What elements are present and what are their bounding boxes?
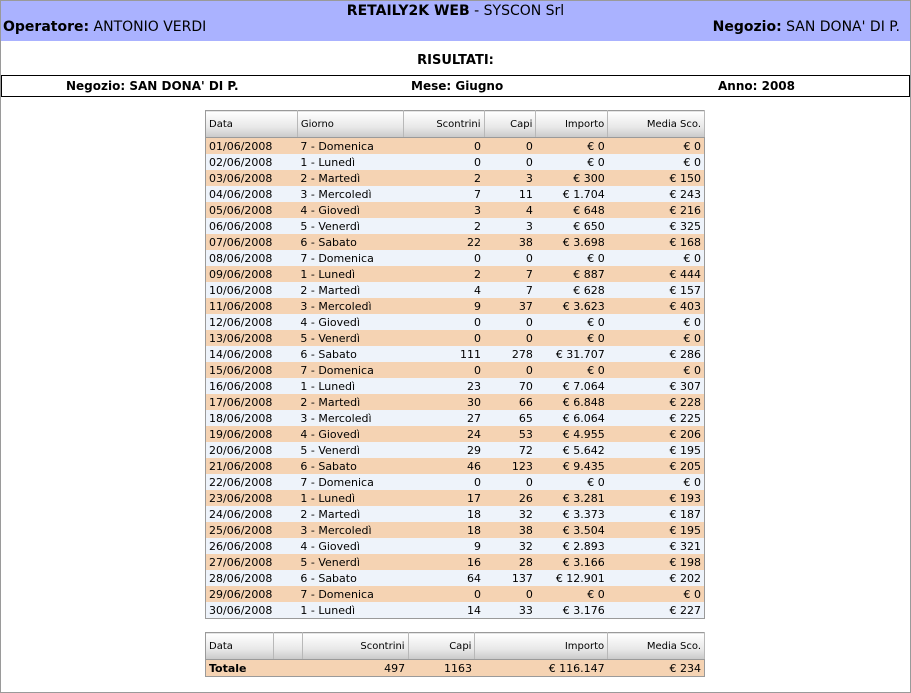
cell-media-sco: € 0 bbox=[608, 474, 705, 490]
cell-importo: € 0 bbox=[536, 154, 608, 170]
table-row bbox=[206, 394, 705, 410]
cell-scontrini: 46 bbox=[403, 458, 484, 474]
cell-giorno: 4 - Giovedì bbox=[297, 426, 403, 442]
cell-importo: € 0 bbox=[536, 586, 608, 602]
cell-capi: 11 bbox=[484, 186, 536, 202]
cell-data: 11/06/2008 bbox=[206, 298, 298, 314]
cell-scontrini: 2 bbox=[403, 218, 484, 234]
cell-giorno: 3 - Mercoledì bbox=[297, 298, 403, 314]
cell-capi: 66 bbox=[484, 394, 536, 410]
cell-capi: 53 bbox=[484, 426, 536, 442]
app-name: RETAILY2K WEB bbox=[346, 3, 470, 19]
cell-giorno: 1 - Lunedì bbox=[297, 154, 403, 170]
table-row bbox=[206, 234, 705, 250]
table-row bbox=[206, 266, 705, 282]
cell-giorno: 4 - Giovedì bbox=[297, 538, 403, 554]
cell-data: 20/06/2008 bbox=[206, 442, 298, 458]
cell-media-sco: € 193 bbox=[608, 490, 705, 506]
cell-importo: € 1.704 bbox=[536, 186, 608, 202]
cell-capi: 0 bbox=[484, 362, 536, 378]
cell-scontrini: 111 bbox=[403, 346, 484, 362]
cell-capi: 0 bbox=[484, 314, 536, 330]
cell-importo: € 0 bbox=[536, 138, 608, 155]
operator-label: Operatore: bbox=[3, 19, 90, 35]
cell-scontrini: 23 bbox=[403, 378, 484, 394]
cell-importo: € 0 bbox=[536, 250, 608, 266]
cell-scontrini: 3 bbox=[403, 202, 484, 218]
cell-capi: 0 bbox=[484, 154, 536, 170]
cell-capi: 65 bbox=[484, 410, 536, 426]
totals-header-blank bbox=[273, 633, 302, 660]
cell-media-sco: € 225 bbox=[608, 410, 705, 426]
cell-scontrini: 9 bbox=[403, 298, 484, 314]
cell-capi: 37 bbox=[484, 298, 536, 314]
cell-giorno: 7 - Domenica bbox=[297, 138, 403, 155]
cell-scontrini: 24 bbox=[403, 426, 484, 442]
column-header-giorno[interactable]: Giorno bbox=[297, 111, 403, 138]
totals-blank bbox=[273, 660, 302, 677]
table-body bbox=[206, 138, 705, 619]
table-row bbox=[206, 554, 705, 570]
cell-importo: € 887 bbox=[536, 266, 608, 282]
cell-scontrini: 4 bbox=[403, 282, 484, 298]
table-row bbox=[206, 138, 705, 155]
cell-data: 14/06/2008 bbox=[206, 346, 298, 362]
cell-media-sco: € 198 bbox=[608, 554, 705, 570]
app-company: - SYSCON Srl bbox=[469, 3, 565, 19]
cell-capi: 0 bbox=[484, 474, 536, 490]
cell-importo: € 3.373 bbox=[536, 506, 608, 522]
cell-data: 23/06/2008 bbox=[206, 490, 298, 506]
cell-data: 30/06/2008 bbox=[206, 602, 298, 619]
cell-giorno: 3 - Mercoledì bbox=[297, 410, 403, 426]
cell-data: 25/06/2008 bbox=[206, 522, 298, 538]
operator-name: ANTONIO VERDI bbox=[89, 19, 207, 35]
cell-media-sco: € 286 bbox=[608, 346, 705, 362]
cell-capi: 4 bbox=[484, 202, 536, 218]
cell-scontrini: 0 bbox=[403, 362, 484, 378]
cell-data: 04/06/2008 bbox=[206, 186, 298, 202]
cell-capi: 123 bbox=[484, 458, 536, 474]
cell-importo: € 3.698 bbox=[536, 234, 608, 250]
totals-row bbox=[206, 660, 705, 677]
cell-importo: € 7.064 bbox=[536, 378, 608, 394]
table-row bbox=[206, 458, 705, 474]
table-row bbox=[206, 170, 705, 186]
cell-capi: 32 bbox=[484, 506, 536, 522]
cell-media-sco: € 0 bbox=[608, 250, 705, 266]
cell-capi: 38 bbox=[484, 522, 536, 538]
table-row bbox=[206, 282, 705, 298]
cell-importo: € 0 bbox=[536, 314, 608, 330]
cell-media-sco: € 325 bbox=[608, 218, 705, 234]
cell-importo: € 0 bbox=[536, 474, 608, 490]
table-row bbox=[206, 202, 705, 218]
cell-scontrini: 0 bbox=[403, 250, 484, 266]
cell-scontrini: 30 bbox=[403, 394, 484, 410]
cell-scontrini: 2 bbox=[403, 170, 484, 186]
cell-importo: € 9.435 bbox=[536, 458, 608, 474]
cell-media-sco: € 228 bbox=[608, 394, 705, 410]
totals-table bbox=[205, 632, 705, 677]
cell-importo: € 5.642 bbox=[536, 442, 608, 458]
table-row bbox=[206, 154, 705, 170]
cell-giorno: 6 - Sabato bbox=[297, 234, 403, 250]
table-row bbox=[206, 426, 705, 442]
cell-data: 07/06/2008 bbox=[206, 234, 298, 250]
cell-importo: € 648 bbox=[536, 202, 608, 218]
cell-scontrini: 0 bbox=[403, 586, 484, 602]
cell-giorno: 3 - Mercoledì bbox=[297, 522, 403, 538]
cell-importo: € 628 bbox=[536, 282, 608, 298]
column-header-media-sco[interactable]: Media Sco. bbox=[608, 111, 705, 138]
column-header-importo[interactable]: Importo bbox=[536, 111, 608, 138]
cell-scontrini: 17 bbox=[403, 490, 484, 506]
cell-media-sco: € 168 bbox=[608, 234, 705, 250]
cell-scontrini: 18 bbox=[403, 522, 484, 538]
cell-giorno: 3 - Mercoledì bbox=[297, 186, 403, 202]
operator-info bbox=[3, 19, 206, 35]
table-row bbox=[206, 314, 705, 330]
cell-data: 12/06/2008 bbox=[206, 314, 298, 330]
cell-capi: 3 bbox=[484, 170, 536, 186]
cell-importo: € 3.623 bbox=[536, 298, 608, 314]
cell-scontrini: 64 bbox=[403, 570, 484, 586]
cell-scontrini: 7 bbox=[403, 186, 484, 202]
cell-giorno: 5 - Venerdì bbox=[297, 330, 403, 346]
totals-label: Totale bbox=[206, 660, 274, 677]
cell-capi: 0 bbox=[484, 330, 536, 346]
cell-giorno: 7 - Domenica bbox=[297, 474, 403, 490]
cell-data: 03/06/2008 bbox=[206, 170, 298, 186]
cell-importo: € 3.281 bbox=[536, 490, 608, 506]
cell-giorno: 1 - Lunedì bbox=[297, 602, 403, 619]
cell-scontrini: 0 bbox=[403, 330, 484, 346]
cell-data: 10/06/2008 bbox=[206, 282, 298, 298]
results-title: RISULTATI: bbox=[417, 53, 494, 68]
table-row bbox=[206, 250, 705, 266]
cell-giorno: 7 - Domenica bbox=[297, 362, 403, 378]
cell-data: 28/06/2008 bbox=[206, 570, 298, 586]
table-row bbox=[206, 474, 705, 490]
cell-data: 02/06/2008 bbox=[206, 154, 298, 170]
cell-giorno: 5 - Venerdì bbox=[297, 442, 403, 458]
cell-data: 29/06/2008 bbox=[206, 586, 298, 602]
cell-data: 01/06/2008 bbox=[206, 138, 298, 155]
cell-capi: 26 bbox=[484, 490, 536, 506]
column-header-capi[interactable]: Capi bbox=[484, 111, 536, 138]
cell-giorno: 7 - Domenica bbox=[297, 250, 403, 266]
cell-giorno: 4 - Giovedì bbox=[297, 314, 403, 330]
cell-capi: 28 bbox=[484, 554, 536, 570]
totals-header-capi: Capi bbox=[408, 633, 475, 660]
table-row bbox=[206, 330, 705, 346]
cell-giorno: 2 - Martedì bbox=[297, 394, 403, 410]
totals-capi: 1163 bbox=[408, 660, 475, 677]
table-row bbox=[206, 378, 705, 394]
cell-data: 27/06/2008 bbox=[206, 554, 298, 570]
cell-importo: € 6.064 bbox=[536, 410, 608, 426]
cell-importo: € 650 bbox=[536, 218, 608, 234]
cell-scontrini: 0 bbox=[403, 154, 484, 170]
cell-data: 18/06/2008 bbox=[206, 410, 298, 426]
table-row bbox=[206, 442, 705, 458]
cell-capi: 0 bbox=[484, 138, 536, 155]
cell-capi: 32 bbox=[484, 538, 536, 554]
cell-media-sco: € 321 bbox=[608, 538, 705, 554]
cell-media-sco: € 202 bbox=[608, 570, 705, 586]
cell-media-sco: € 187 bbox=[608, 506, 705, 522]
filter-year: Anno: 2008 bbox=[718, 79, 795, 93]
cell-capi: 38 bbox=[484, 234, 536, 250]
cell-data: 06/06/2008 bbox=[206, 218, 298, 234]
cell-giorno: 1 - Lunedì bbox=[297, 378, 403, 394]
cell-media-sco: € 195 bbox=[608, 442, 705, 458]
cell-media-sco: € 157 bbox=[608, 282, 705, 298]
cell-scontrini: 2 bbox=[403, 266, 484, 282]
cell-media-sco: € 206 bbox=[608, 426, 705, 442]
cell-importo: € 300 bbox=[536, 170, 608, 186]
daily-results-table bbox=[205, 110, 705, 619]
table-row bbox=[206, 538, 705, 554]
cell-data: 15/06/2008 bbox=[206, 362, 298, 378]
cell-giorno: 6 - Sabato bbox=[297, 458, 403, 474]
cell-importo: € 3.504 bbox=[536, 522, 608, 538]
cell-media-sco: € 0 bbox=[608, 138, 705, 155]
store-info bbox=[713, 19, 900, 35]
cell-capi: 7 bbox=[484, 282, 536, 298]
cell-giorno: 1 - Lunedì bbox=[297, 490, 403, 506]
table-row bbox=[206, 490, 705, 506]
cell-media-sco: € 243 bbox=[608, 186, 705, 202]
cell-giorno: 6 - Sabato bbox=[297, 346, 403, 362]
cell-data: 13/06/2008 bbox=[206, 330, 298, 346]
cell-data: 17/06/2008 bbox=[206, 394, 298, 410]
cell-media-sco: € 195 bbox=[608, 522, 705, 538]
cell-scontrini: 0 bbox=[403, 138, 484, 155]
totals-scontrini: 497 bbox=[302, 660, 408, 677]
cell-capi: 7 bbox=[484, 266, 536, 282]
cell-giorno: 5 - Venerdì bbox=[297, 554, 403, 570]
cell-capi: 0 bbox=[484, 586, 536, 602]
cell-capi: 137 bbox=[484, 570, 536, 586]
table-row bbox=[206, 586, 705, 602]
cell-media-sco: € 403 bbox=[608, 298, 705, 314]
cell-giorno: 1 - Lunedì bbox=[297, 266, 403, 282]
cell-scontrini: 14 bbox=[403, 602, 484, 619]
cell-giorno: 2 - Martedì bbox=[297, 170, 403, 186]
cell-capi: 0 bbox=[484, 250, 536, 266]
cell-data: 09/06/2008 bbox=[206, 266, 298, 282]
table-row bbox=[206, 570, 705, 586]
table-row bbox=[206, 346, 705, 362]
cell-scontrini: 27 bbox=[403, 410, 484, 426]
totals-header-row bbox=[206, 633, 705, 660]
table-row bbox=[206, 410, 705, 426]
filter-month: Mese: Giugno bbox=[411, 79, 504, 93]
cell-media-sco: € 0 bbox=[608, 362, 705, 378]
cell-scontrini: 9 bbox=[403, 538, 484, 554]
cell-media-sco: € 0 bbox=[608, 586, 705, 602]
table-row bbox=[206, 218, 705, 234]
cell-data: 26/06/2008 bbox=[206, 538, 298, 554]
cell-media-sco: € 444 bbox=[608, 266, 705, 282]
cell-data: 24/06/2008 bbox=[206, 506, 298, 522]
totals-importo: € 116.147 bbox=[475, 660, 608, 677]
cell-media-sco: € 216 bbox=[608, 202, 705, 218]
totals-header-media-sco: Media Sco. bbox=[608, 633, 705, 660]
cell-importo: € 0 bbox=[536, 330, 608, 346]
cell-giorno: 2 - Martedì bbox=[297, 282, 403, 298]
cell-data: 19/06/2008 bbox=[206, 426, 298, 442]
cell-giorno: 4 - Giovedì bbox=[297, 202, 403, 218]
cell-importo: € 6.848 bbox=[536, 394, 608, 410]
cell-capi: 278 bbox=[484, 346, 536, 362]
cell-importo: € 4.955 bbox=[536, 426, 608, 442]
cell-scontrini: 16 bbox=[403, 554, 484, 570]
cell-giorno: 6 - Sabato bbox=[297, 570, 403, 586]
cell-scontrini: 0 bbox=[403, 314, 484, 330]
cell-media-sco: € 0 bbox=[608, 314, 705, 330]
app-header bbox=[1, 1, 910, 41]
filter-store: Negozio: SAN DONA' DI P. bbox=[66, 79, 239, 93]
cell-capi: 72 bbox=[484, 442, 536, 458]
cell-scontrini: 22 bbox=[403, 234, 484, 250]
cell-media-sco: € 0 bbox=[608, 154, 705, 170]
totals-header-data: Data bbox=[206, 633, 274, 660]
totals-header-scontrini: Scontrini bbox=[302, 633, 408, 660]
cell-media-sco: € 150 bbox=[608, 170, 705, 186]
cell-capi: 33 bbox=[484, 602, 536, 619]
filter-summary bbox=[1, 75, 910, 97]
cell-importo: € 0 bbox=[536, 362, 608, 378]
cell-media-sco: € 205 bbox=[608, 458, 705, 474]
cell-giorno: 2 - Martedì bbox=[297, 506, 403, 522]
table-row bbox=[206, 506, 705, 522]
cell-media-sco: € 307 bbox=[608, 378, 705, 394]
cell-importo: € 3.176 bbox=[536, 602, 608, 619]
cell-media-sco: € 227 bbox=[608, 602, 705, 619]
cell-capi: 3 bbox=[484, 218, 536, 234]
cell-importo: € 31.707 bbox=[536, 346, 608, 362]
cell-scontrini: 0 bbox=[403, 474, 484, 490]
table-row bbox=[206, 186, 705, 202]
app-title bbox=[1, 3, 910, 19]
cell-scontrini: 29 bbox=[403, 442, 484, 458]
totals-header-importo: Importo bbox=[475, 633, 608, 660]
cell-data: 05/06/2008 bbox=[206, 202, 298, 218]
store-name: SAN DONA' DI P. bbox=[781, 19, 900, 35]
store-label: Negozio: bbox=[712, 19, 782, 35]
cell-data: 08/06/2008 bbox=[206, 250, 298, 266]
cell-media-sco: € 0 bbox=[608, 330, 705, 346]
cell-capi: 70 bbox=[484, 378, 536, 394]
cell-giorno: 7 - Domenica bbox=[297, 586, 403, 602]
cell-data: 22/06/2008 bbox=[206, 474, 298, 490]
column-header-data[interactable]: Data bbox=[206, 111, 298, 138]
table-row bbox=[206, 602, 705, 619]
cell-importo: € 2.893 bbox=[536, 538, 608, 554]
column-header-scontrini[interactable]: Scontrini bbox=[403, 111, 484, 138]
table-header-row bbox=[206, 111, 705, 138]
cell-data: 16/06/2008 bbox=[206, 378, 298, 394]
cell-data: 21/06/2008 bbox=[206, 458, 298, 474]
table-row bbox=[206, 362, 705, 378]
cell-giorno: 5 - Venerdì bbox=[297, 218, 403, 234]
cell-scontrini: 18 bbox=[403, 506, 484, 522]
table-row bbox=[206, 522, 705, 538]
table-row bbox=[206, 298, 705, 314]
cell-importo: € 3.166 bbox=[536, 554, 608, 570]
totals-media-sco: € 234 bbox=[608, 660, 705, 677]
cell-importo: € 12.901 bbox=[536, 570, 608, 586]
